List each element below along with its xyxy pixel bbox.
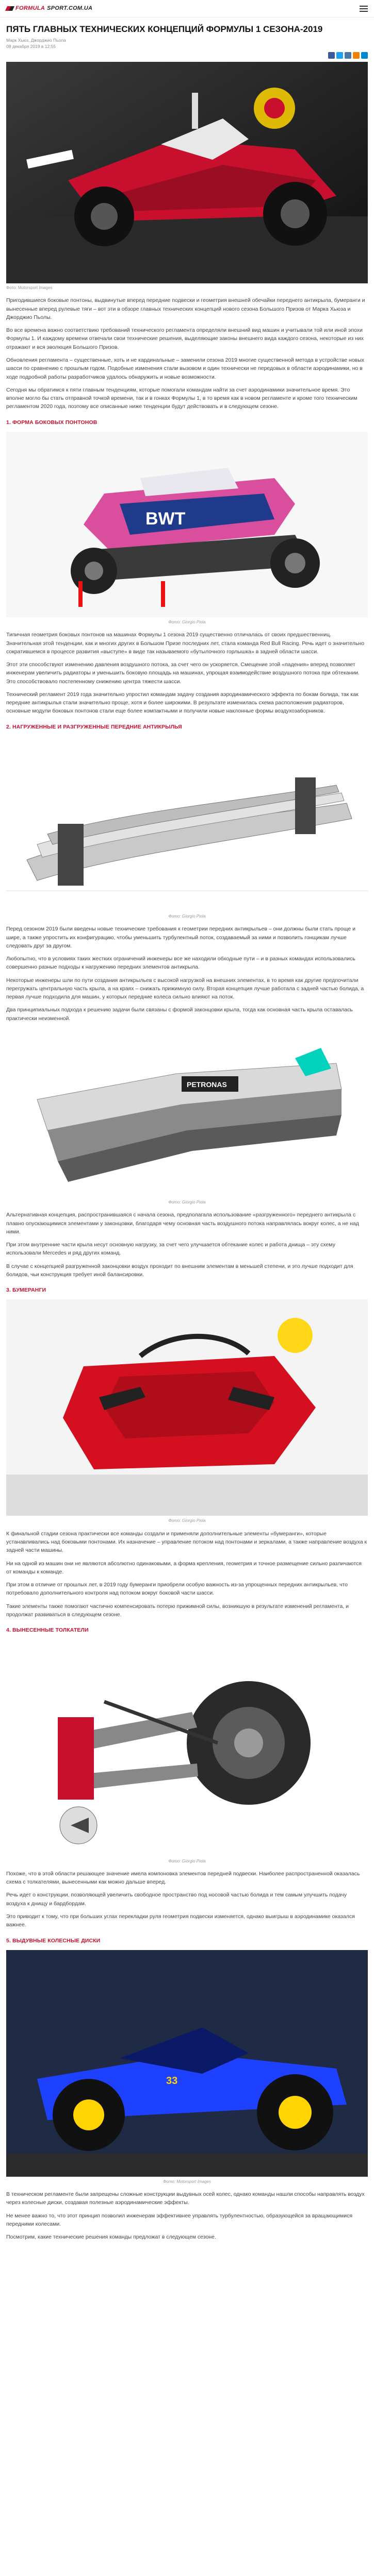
- front-wing-illustration: [6, 736, 368, 911]
- sidepods-image: [6, 432, 368, 617]
- site-header: [0, 0, 374, 18]
- pushrods-image: [6, 1640, 368, 1856]
- bwt-livery-logo: BWT: [145, 509, 186, 529]
- intro-paragraph: Сегодня мы обратимся к пяти главным тенденциям, которые помогали командам найти за счет аэродинамики значительное время. Это вполне могло бы стать отправной точкой времени, так и в гонках Формулы 1, в то время как в новом регламенте и кроме того техническим регламентом 2020 года, поэтому все описанные ниже тенденции будут действовать и в следующем сезоне.: [6, 386, 357, 410]
- wheels-paragraph: В техническом регламенте были запрещены сложные конструкции выдувных осей колес, однако команды нашли способы направлять воздух через колесные диски, создавая полезные аэродинамические эффекты.: [6, 2191, 365, 2206]
- intro-paragraph: Обновления регламента – существенные, хоть и не кардинальные – заменили сезона 2019 многие существенной метода в устройстве новых шасси по сравнению с прошлым годом. Подобные изменения стали вызовом и один технически не передовых в области аэродинамики, но в ходе подробной работы разработчиков удалось обнаружить и новые возможности.: [6, 357, 365, 380]
- intro-paragraph: Во все времена важно соответствию требований технического регламента определяли внешний вид машин и учитывали той или иной эпохи Формулы 1. И каждому времени отвечали свои технические решения, выделяющие законы внешнего вида каждого сезона, некоторые из них отражают и вся эволюция Большого Призов.: [6, 327, 364, 350]
- front-wing-detail-paragraph: При этом внутренние части крыла несут основную нагрузку, за счет чего улучшается обтекание колес и работа днища – эту схему использовали Mercedes и ряд других команд.: [6, 1242, 335, 1257]
- pushrods-caption: Фото: Giorgio Piola: [168, 1858, 206, 1863]
- sidepods-caption: Фото: Giorgio Piola: [168, 619, 206, 624]
- front-wing-detail-caption: Фото: Giorgio Piola: [168, 1199, 206, 1205]
- wheels-image: [6, 1950, 368, 2177]
- article-meta: [6, 38, 368, 50]
- front-wing-image: [6, 736, 368, 911]
- share-bar: [6, 52, 368, 59]
- sidepods-paragraph: Технический регламент 2019 года значительно упростил командам задачу создания аэродинамического эффекта по бокам болида, так как передние антикрылья стали значительно проще, хотя и более широкими. В результате изменилась схема расположения радиаторов, основные модули боковых понтонов стали еще более компактными и получили новые наклонные формы воздухозаборников.: [6, 691, 359, 715]
- hero-credit: Фото: Motorsport Images: [6, 285, 53, 291]
- ok-share-icon[interactable]: [353, 52, 360, 59]
- section-title-boomerangs: 3. БУМЕРАНГИ: [6, 1287, 46, 1294]
- hero-image: [6, 62, 368, 283]
- pushrods-paragraph: Речь идет о конструкции, позволяющей увеличить свободное пространство под носовой частью болида и тем самым улучшить подачу воздуха к днищу и бардбордам.: [6, 1892, 347, 1907]
- facebook-share-icon[interactable]: [328, 52, 335, 59]
- livery-number: 33: [166, 2075, 178, 2087]
- front-wing-caption: Фото: Giorgio Piola: [168, 913, 206, 919]
- boomerangs-paragraph: При этом в отличие от прошлых лет, в 2019 году бумеранги приобрели особую важность из-за упрощенных передних антикрыльев, что потребовало дополнительного контроля над потоком вокруг боковой части шасси.: [6, 1582, 348, 1597]
- front-wing-detail-paragraph: В случае с концепцией разгруженной законцовки воздух проходит по внешним элементам в меньшей степени, и это лучше подходит для болидов, чьи конструкция требует иной балансировки.: [6, 1263, 353, 1278]
- boomerangs-illustration: [6, 1299, 368, 1516]
- pushrods-paragraph: Это приводит к тому, что при больших углах перекладки руля геометрия подвески изменяется, однако выигрыш в аэродинамике оказался важнее.: [6, 1913, 355, 1928]
- article-date: 08 декабря 2019 в 12:55: [6, 44, 56, 49]
- article-title: ПЯТЬ ГЛАВНЫХ ТЕХНИЧЕСКИХ КОНЦЕПЦИЙ ФОРМУЛЫ 1 СЕЗОНА-2019: [6, 24, 323, 34]
- front-wing-detail-paragraph: Альтернативная концепция, распространившаяся с начала сезона, предполагала использование «разгруженного» переднего антикрыла с плавно опускающимися элементами у законцовки, благодаря чему основная часть воздушного потока направлялась вокруг колес, а не над ними.: [6, 1212, 359, 1235]
- sidepods-paragraph: Этот эти способствуют изменению давления воздушного потока, за счет чего он ускоряется. Смещение этой «падения» вперед позволяет инженерам увеличить радиаторы и уменьшить боковую площадь на машинах, упрощая взаимодействие воздушного потока при обтекании. Это способствовало постепенному снижению центра тяжести шасси.: [6, 662, 360, 685]
- boomerangs-caption: Фото: Giorgio Piola: [168, 1518, 206, 1523]
- wheels-paragraph: Не менее важно то, что этот принцип позволил инженерам эффективнее управлять турбулентностью, образующейся за вращающимися передними колесами.: [6, 2212, 353, 2227]
- telegram-share-icon[interactable]: [361, 52, 368, 59]
- pushrods-paragraph: Похоже, что в этой области решающее значение имела компоновка элементов передней подвески. Наиболее распространенной оказалась схема с толкателями, вынесенными как можно дальше вперед.: [6, 1870, 360, 1886]
- logo-text-main: FORMULA: [15, 5, 45, 11]
- pushrods-illustration: [6, 1640, 368, 1856]
- front-wing-paragraph: Два принципиальных подхода к решению задачи были связаны с формой законцовки крыла, тогда как основная часть крыла оставалась практически неизменной.: [6, 1007, 353, 1022]
- hero-car-illustration: [6, 62, 368, 283]
- intro-paragraph: Пригодившиеся боковые понтоны, выдвинутые вперед передние подвески и геометрия внешней обечайки переднего антикрыла, бумеранги и вынесенные вперед рулевые тяги – вот эти в обзоре главных технических концепций нового сезона Большого Призов от Марка Хьюза и Джорджио Пьолы.: [6, 297, 365, 320]
- boomerangs-paragraph: К финальной стадии сезона практически все команды создали и применяли дополнительные элементы «бумеранги», которые устанавливались над боковыми понтонами. Их назначение – управление потоком над понтонами и зеркалами, а также направление воздуха к задней части машины.: [6, 1530, 367, 1554]
- front-wing-detail-image: [6, 1027, 368, 1197]
- sidepods-paragraph: Типичная геометрия боковых понтонов на машинах Формулы 1 сезона 2019 существенно отличалась от своих предшественниц. Значительная этой тенденции, как и многих других в Большом Призе последних лет, стала команда Red Bull Racing. Речь идет о значительно сократившемся в процессе развития «выступе» в виде так называемого «бутылочного горлышка» в задней области шасси.: [6, 632, 365, 655]
- vk-share-icon[interactable]: [345, 52, 351, 59]
- section-title-sidepods: 1. ФОРМА БОКОВЫХ ПОНТОНОВ: [6, 419, 97, 426]
- boomerangs-paragraph: Ни на одной из машин они не являются абсолютно одинаковыми, а форма крепления, геометрия и точное размещение сильно различаются от команды к команде.: [6, 1560, 362, 1575]
- wheels-illustration: [6, 1950, 368, 2177]
- menu-icon[interactable]: [360, 6, 368, 12]
- article-author: Марк Хьюз, Джорджио Пьола: [6, 38, 66, 43]
- wheels-caption: Фото: Motorsport Images: [163, 2179, 211, 2184]
- wheels-paragraph: Посмотрим, какие технические решения команды предложат в следующем сезоне.: [6, 2234, 216, 2241]
- sidepods-illustration: [6, 432, 368, 617]
- front-wing-paragraph: Перед сезоном 2019 были введены новые технические требования к геометрии передних антикрыльев – они должны были стать проще и шире, а также упростить их конфигурацию, чтобы уменьшить турбулентный поток, создаваемый за ними и позволить гонщикам лучше следовать друг за другом.: [6, 926, 355, 949]
- petronas-livery-logo: PETRONAS: [187, 1080, 227, 1089]
- site-logo[interactable]: [6, 4, 92, 13]
- section-title-wheels: 5. ВЫДУВНЫЕ КОЛЕСНЫЕ ДИСКИ: [6, 1937, 101, 1944]
- logo-mark-icon: [5, 6, 14, 11]
- boomerangs-paragraph: Такие элементы также помогают частично компенсировать потерю прижимной силы, возникшую в результате изменений регламента, и продолжат развиваться в следующем сезоне.: [6, 1603, 349, 1618]
- section-title-front-wings: 2. НАГРУЖЕННЫЕ И РАЗГРУЖЕННЫЕ ПЕРЕДНИЕ АНТИКРЫЛЬЯ: [6, 723, 182, 730]
- section-title-pushrods: 4. ВЫНЕСЕННЫЕ ТОЛКАТЕЛИ: [6, 1627, 89, 1634]
- front-wing-paragraph: Некоторые инженеры шли по пути создания антикрыльев с высокой нагрузкой на внешних элементах, в то время как другие предпочитали перегружать центральную часть крыла, а на краях – снижать прижимную силу. Вторая концепция лучше работала с задней частью болида, а первая лучше подходила для машин, у которых передние колеса сильно влияют на поток.: [6, 977, 364, 1001]
- front-wing-paragraph: Любопытно, что в условиях таких жестких ограничений инженеры все же находили обходные пути – и в разных командах использовались совершенно разные подходы к нагружению передних элементов антикрыла.: [6, 956, 355, 971]
- boomerangs-image: [6, 1299, 368, 1516]
- twitter-share-icon[interactable]: [336, 52, 343, 59]
- logo-text-rest: SPORT.COM.UA: [47, 5, 93, 11]
- front-wing-detail-illustration: [6, 1027, 368, 1197]
